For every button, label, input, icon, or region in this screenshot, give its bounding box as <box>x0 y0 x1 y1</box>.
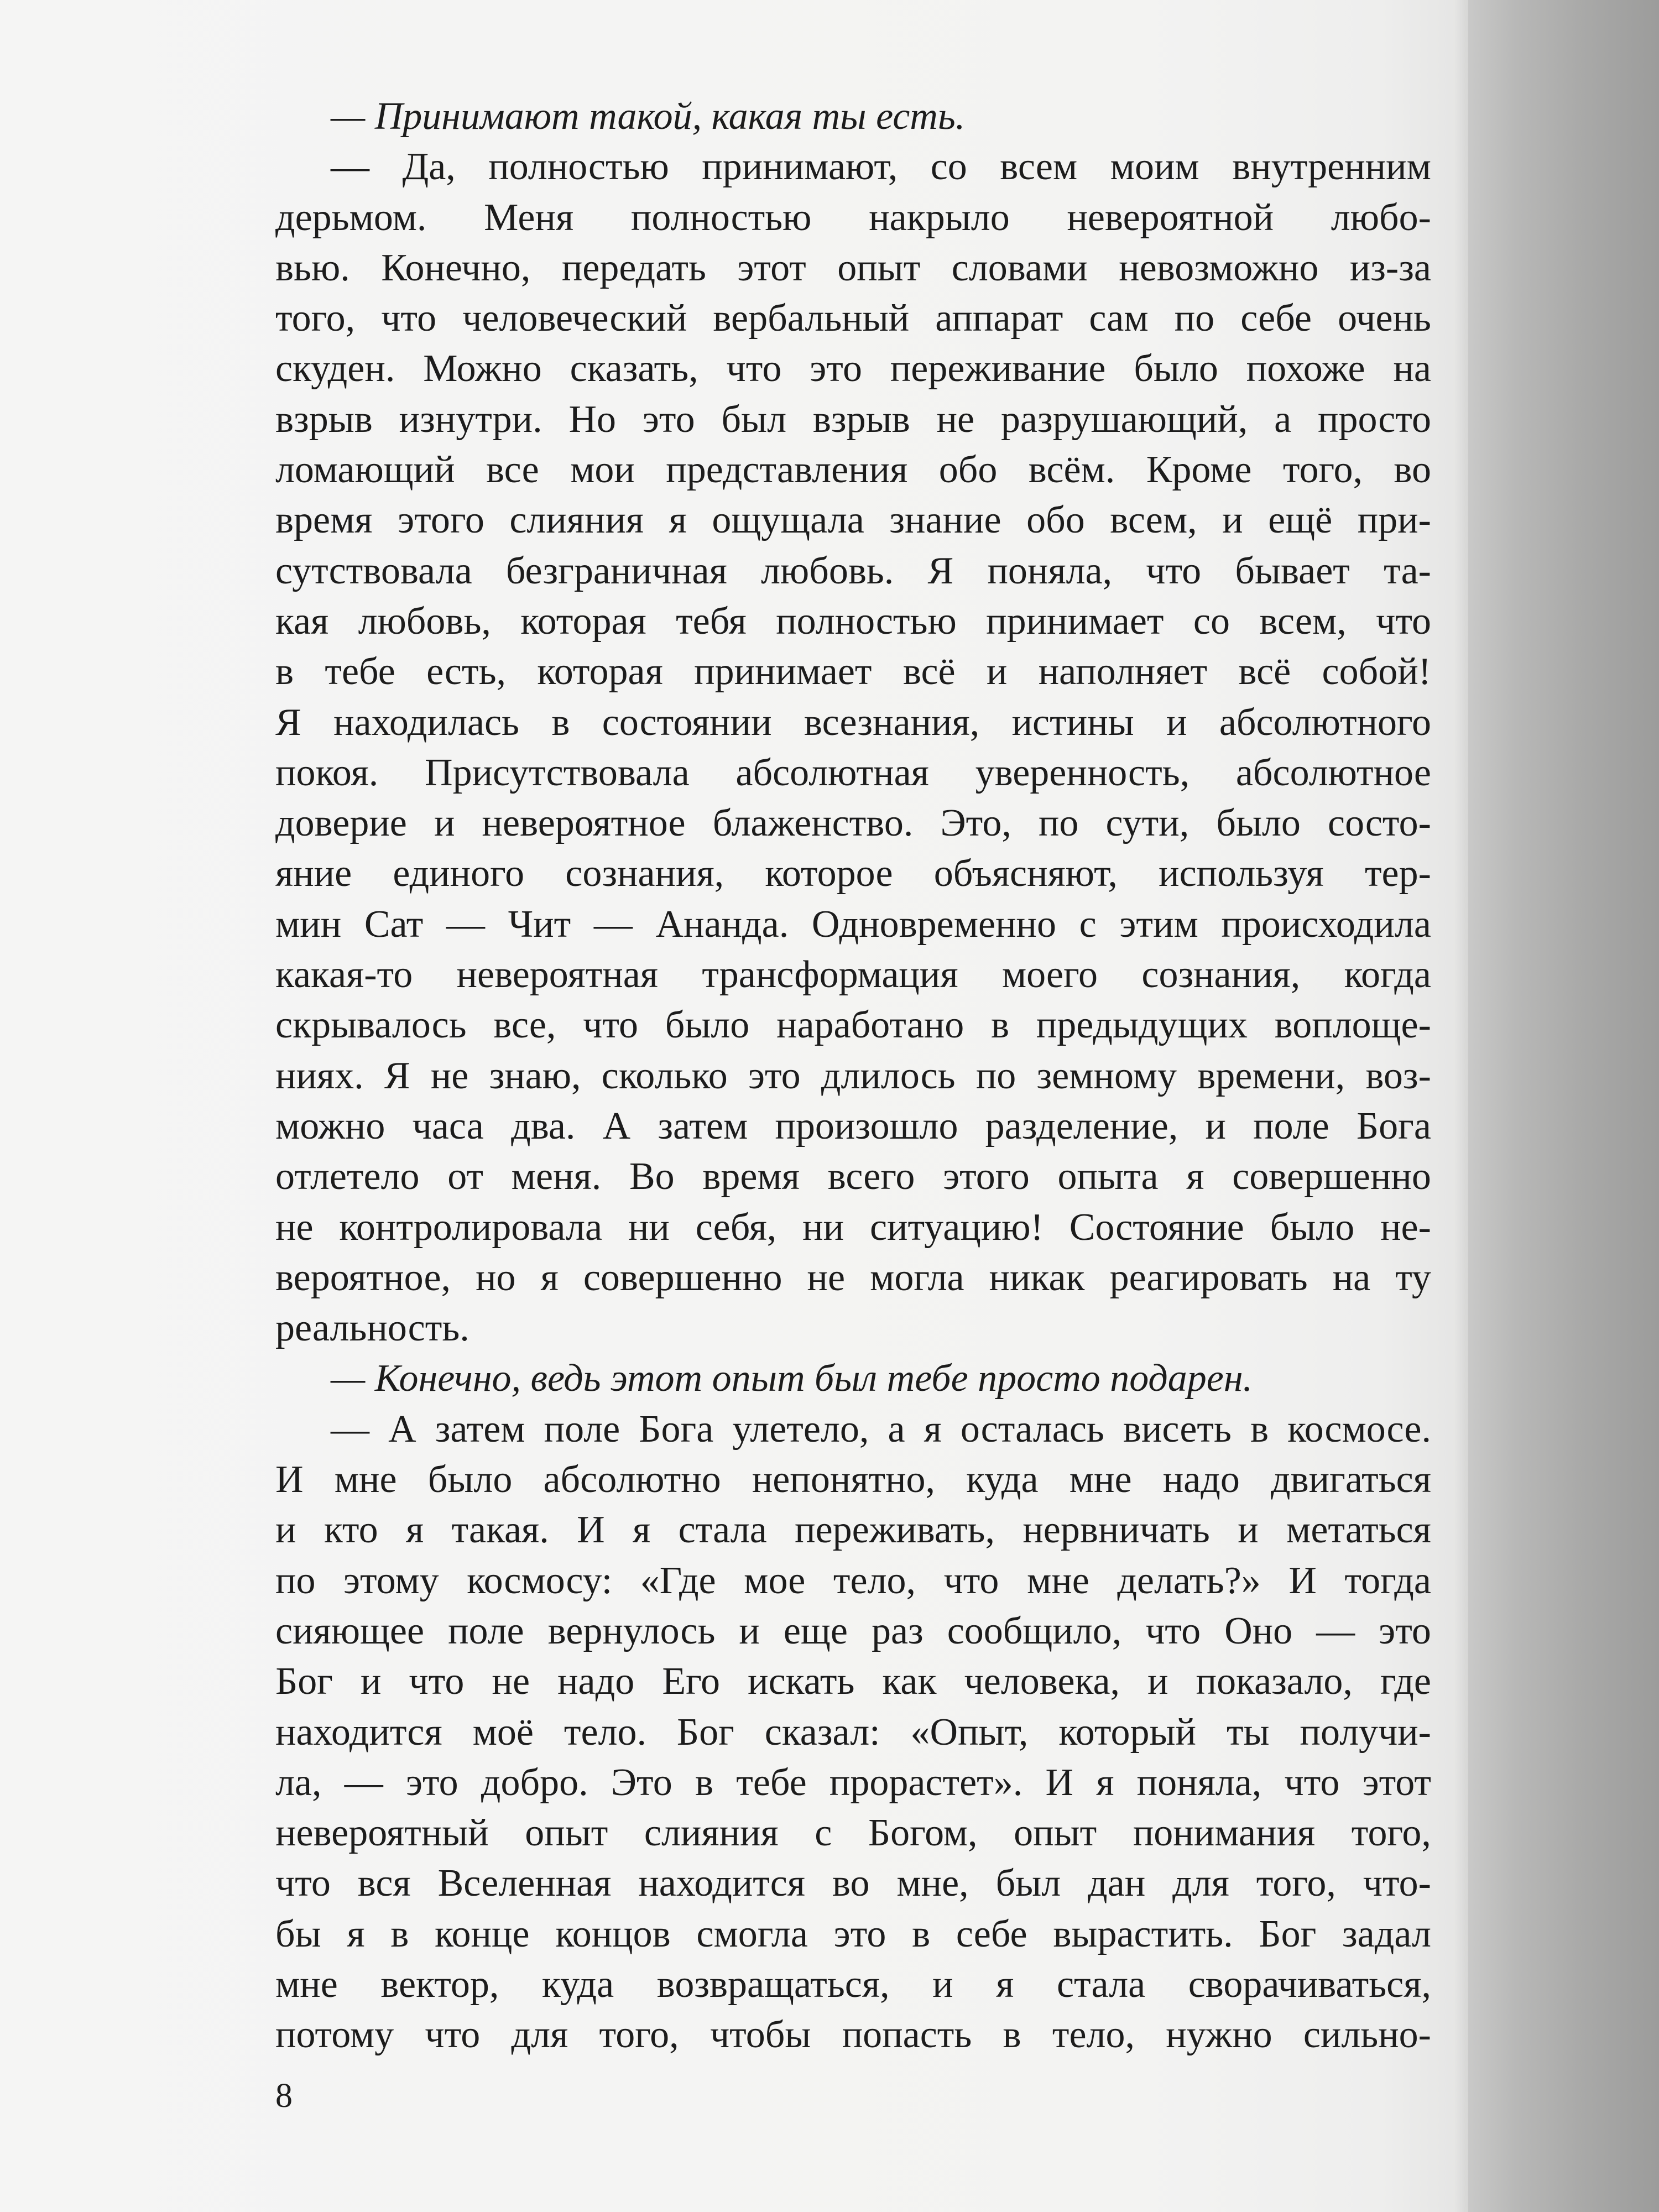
text-line: невероятный опыт слияния с Богом, опыт понимания того, <box>275 1812 1431 1855</box>
text-line: И мне было абсолютно непонятно, куда мне надо двигаться <box>275 1458 1431 1501</box>
text-line: потому что для того, чтобы попасть в тело, нужно сильно- <box>275 2013 1431 2057</box>
body-text <box>275 91 1431 2060</box>
text-line: мин Сат — Чит — Ананда. Одновременно с этим происходила <box>275 902 1431 946</box>
text-line: доверие и невероятное блаженство. Это, по сути, было состо- <box>275 802 1431 845</box>
text-line: что вся Вселенная находится во мне, был дан для того, что- <box>275 1862 1431 1905</box>
text-line: кая любовь, которая тебя полностью принимает со всем, что <box>275 599 1431 643</box>
text-line: ниях. Я не знаю, сколько это длилось по земному времени, воз- <box>275 1054 1431 1097</box>
text-line: и кто я такая. И я стала переживать, нервничать и метаться <box>275 1509 1431 1552</box>
text-line: не контролировала ни себя, ни ситуацию! Состояние было не- <box>275 1206 1431 1249</box>
text-line: того, что человеческий вербальный аппарат сам по себе очень <box>275 297 1431 340</box>
text-line: бы я в конце концов смогла это в себе вырастить. Бог задал <box>275 1912 1431 1955</box>
text-line: скуден. Можно сказать, что это переживание было похоже на <box>275 347 1431 390</box>
text-line: можно часа два. А затем произошло разделение, и поле Бога <box>275 1104 1431 1147</box>
text-line: — Конечно, ведь этот опыт был тебе просто подарен. <box>331 1357 1253 1400</box>
text-line: вью. Конечно, передать этот опыт словами невозможно из-за <box>275 246 1431 289</box>
text-line: в тебе есть, которая принимает всё и наполняет всё собой! <box>275 650 1431 693</box>
text-line: по этому космосу: «Где мое тело, что мне делать?» И тогда <box>275 1559 1431 1602</box>
text-line: — Да, полностью принимают, со всем моим внутренним <box>331 145 1431 189</box>
text-line: — Принимают такой, какая ты есть. <box>331 95 966 138</box>
text-line: покоя. Присутствовала абсолютная уверенность, абсолютное <box>275 751 1431 794</box>
text-line: Я находилась в состоянии всезнания, истины и абсолютного <box>275 701 1431 744</box>
text-line: находится моё тело. Бог сказал: «Опыт, который ты получи- <box>275 1710 1431 1754</box>
text-line: мне вектор, куда возвращаться, и я стала сворачиваться, <box>275 1963 1431 2006</box>
adjacent-page-edge <box>1468 0 1659 2212</box>
text-line: сутствовала безграничная любовь. Я поняла, что бывает та- <box>275 549 1431 592</box>
text-line: сияющее поле вернулось и еще раз сообщило, что Оно — это <box>275 1609 1431 1652</box>
text-line: взрыв изнутри. Но это был взрыв не разрушающий, а просто <box>275 398 1431 441</box>
text-line: Бог и что не надо Его искать как человека, и показало, где <box>275 1660 1431 1703</box>
text-line: скрывалось все, что было наработано в предыдущих воплоще- <box>275 1004 1431 1047</box>
text-line: реальность. <box>275 1307 469 1350</box>
text-line: яние единого сознания, которое объясняют, используя тер- <box>275 852 1431 895</box>
page-number: 8 <box>275 2077 293 2115</box>
text-line: ла, — это добро. Это в тебе прорастет». И я поняла, что этот <box>275 1761 1431 1804</box>
text-line: дерьмом. Меня полностью накрыло невероятной любо- <box>275 196 1431 239</box>
text-line: — А затем поле Бога улетело, а я осталась висеть в космосе. <box>331 1407 1431 1451</box>
text-line: время этого слияния я ощущала знание обо всем, и ещё при- <box>275 499 1431 542</box>
text-line: какая-то невероятная трансформация моего сознания, когда <box>275 953 1431 997</box>
text-line: отлетело от меня. Во время всего этого опыта я совершенно <box>275 1155 1431 1198</box>
text-line: ломающий все мои представления обо всём. Кроме того, во <box>275 448 1431 492</box>
text-line: вероятное, но я совершенно не могла никак реагировать на ту <box>275 1256 1431 1299</box>
